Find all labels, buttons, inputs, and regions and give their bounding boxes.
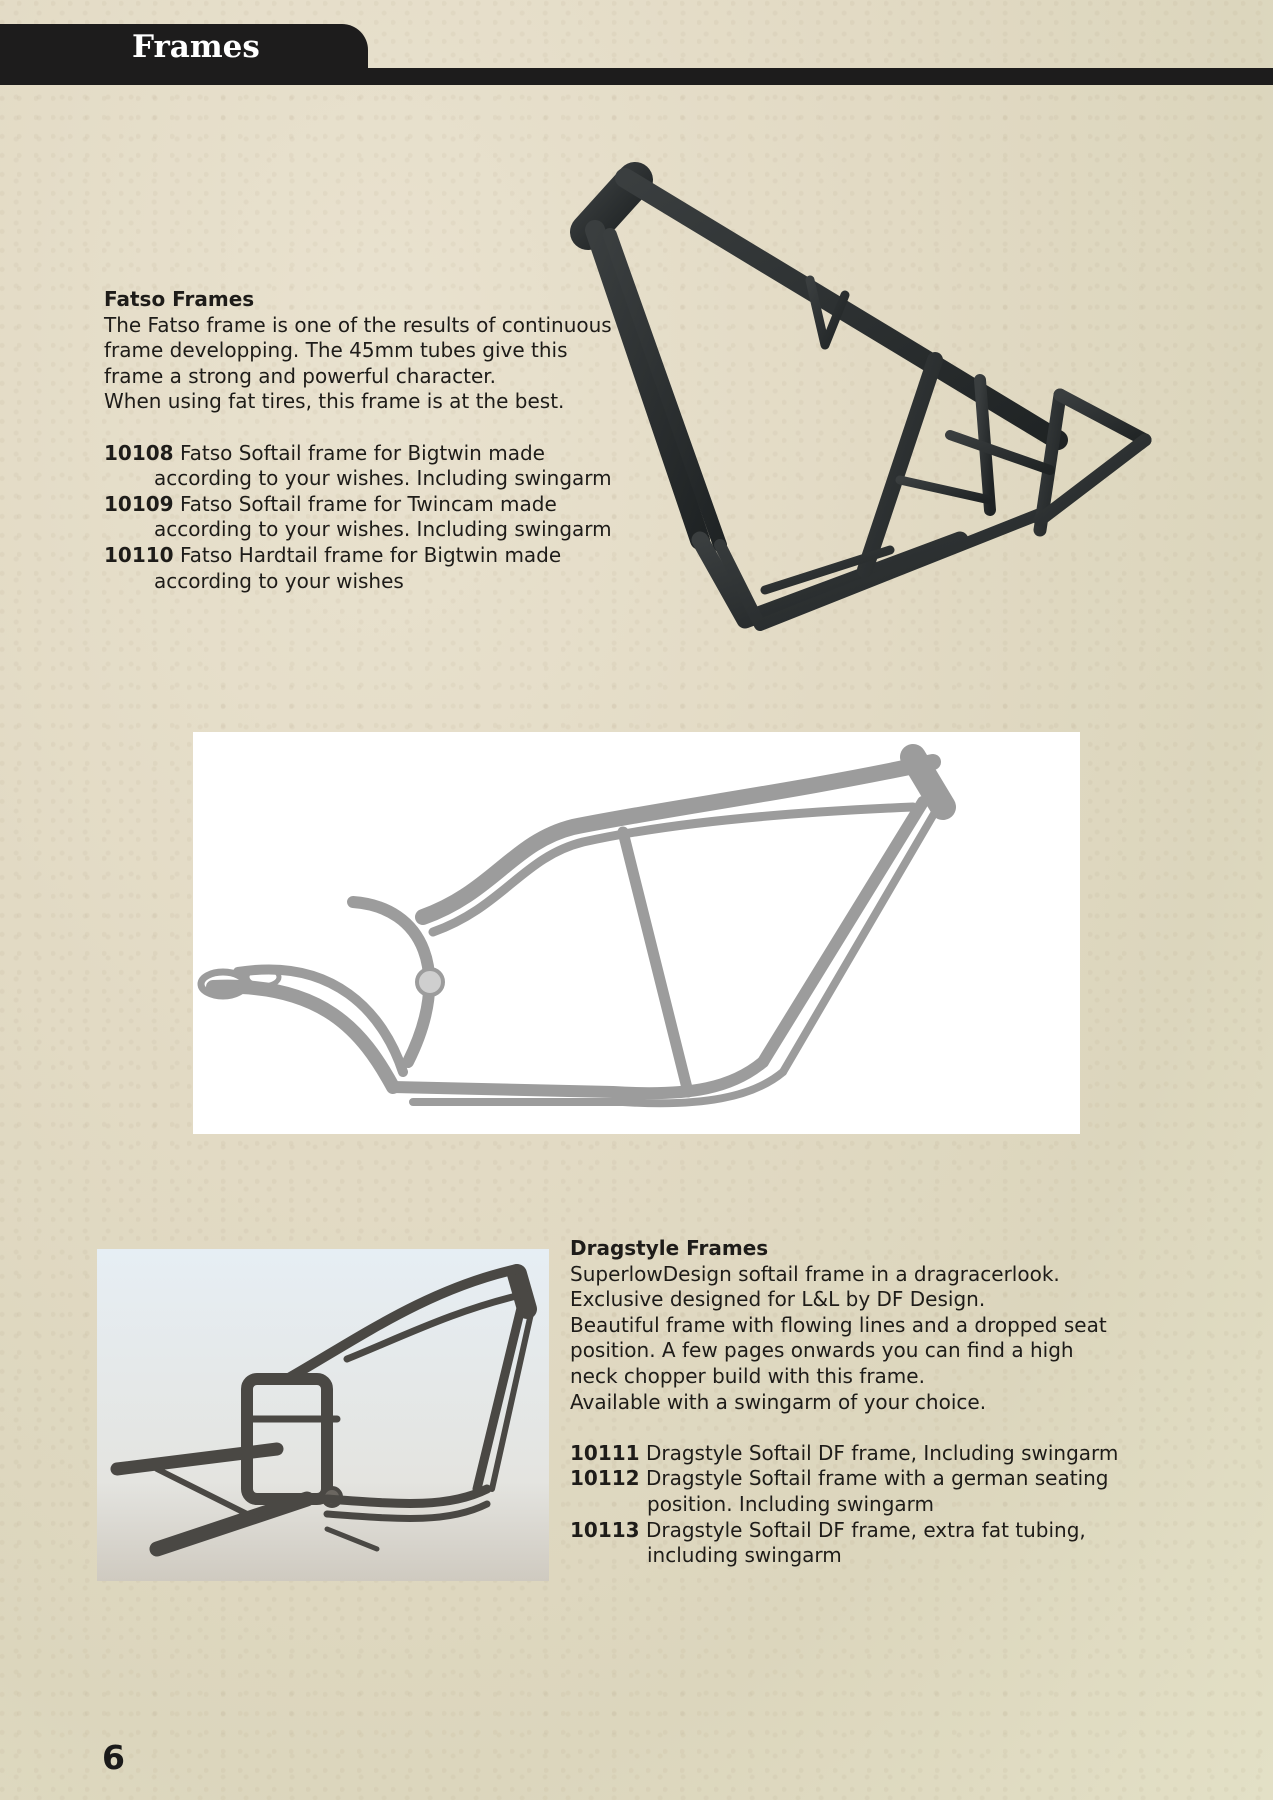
fatso-description-line: frame a strong and powerful character. bbox=[104, 363, 497, 388]
product-description: Fatso Softail frame for Twincam made bbox=[179, 491, 557, 516]
page-number: 6 bbox=[102, 1738, 125, 1777]
product-code: 10113 bbox=[570, 1517, 640, 1542]
product-description: Fatso Hardtail frame for Bigtwin made bbox=[179, 542, 562, 567]
fatso-description-line: The Fatso frame is one of the results of continuous bbox=[104, 312, 612, 337]
product-description: Fatso Softail frame for Bigtwin made bbox=[179, 440, 545, 465]
dragstyle-description-line: SuperlowDesign softail frame in a dragracerlook. bbox=[570, 1261, 1060, 1286]
product-code: 10112 bbox=[570, 1466, 640, 1491]
steel-frame-photo bbox=[193, 732, 1080, 1134]
product-item bbox=[104, 441, 624, 492]
dragstyle-description-line: position. A few pages onwards you can find a high bbox=[570, 1338, 1074, 1363]
product-code: 10109 bbox=[104, 491, 174, 516]
product-item bbox=[570, 1441, 1170, 1467]
dragstyle-description-line: Exclusive designed for L&L by DF Design. bbox=[570, 1287, 986, 1312]
product-description: Dragstyle Softail DF frame, Including swingarm bbox=[645, 1440, 1119, 1465]
product-description-cont: according to your wishes. Including swingarm bbox=[154, 517, 612, 542]
dragstyle-description-line: Beautiful frame with flowing lines and a dropped seat bbox=[570, 1312, 1107, 1337]
dragstyle-heading: Dragstyle Frames bbox=[570, 1236, 769, 1260]
dragstyle-section bbox=[570, 1236, 1170, 1569]
product-description-cont: according to your wishes. Including swingarm bbox=[154, 466, 612, 491]
page-title: Frames bbox=[132, 29, 260, 65]
product-item bbox=[104, 543, 624, 594]
dragstyle-frame-photo bbox=[97, 1249, 549, 1581]
dragstyle-description-line: neck chopper build with this frame. bbox=[570, 1363, 925, 1388]
product-description-cont: including swingarm bbox=[647, 1543, 842, 1568]
product-code: 10110 bbox=[104, 542, 174, 567]
product-item bbox=[104, 492, 624, 543]
product-item bbox=[570, 1518, 1170, 1569]
product-description: Dragstyle Softail frame with a german seating bbox=[645, 1466, 1109, 1491]
product-description: Dragstyle Softail DF frame, extra fat tubing, bbox=[645, 1517, 1086, 1542]
product-description-cont: position. Including swingarm bbox=[647, 1491, 935, 1516]
product-item bbox=[570, 1466, 1170, 1517]
product-code: 10111 bbox=[570, 1440, 640, 1465]
fatso-description-line: When using fat tires, this frame is at the best. bbox=[104, 389, 565, 414]
fatso-frame-photo bbox=[570, 150, 1170, 650]
fatso-description-line: frame developping. The 45mm tubes give this bbox=[104, 338, 568, 363]
fatso-section bbox=[104, 287, 624, 594]
fatso-heading: Fatso Frames bbox=[104, 287, 255, 311]
dragstyle-description-line: Available with a swingarm of your choice. bbox=[570, 1389, 987, 1414]
product-description-cont: according to your wishes bbox=[154, 568, 404, 593]
product-code: 10108 bbox=[104, 440, 174, 465]
